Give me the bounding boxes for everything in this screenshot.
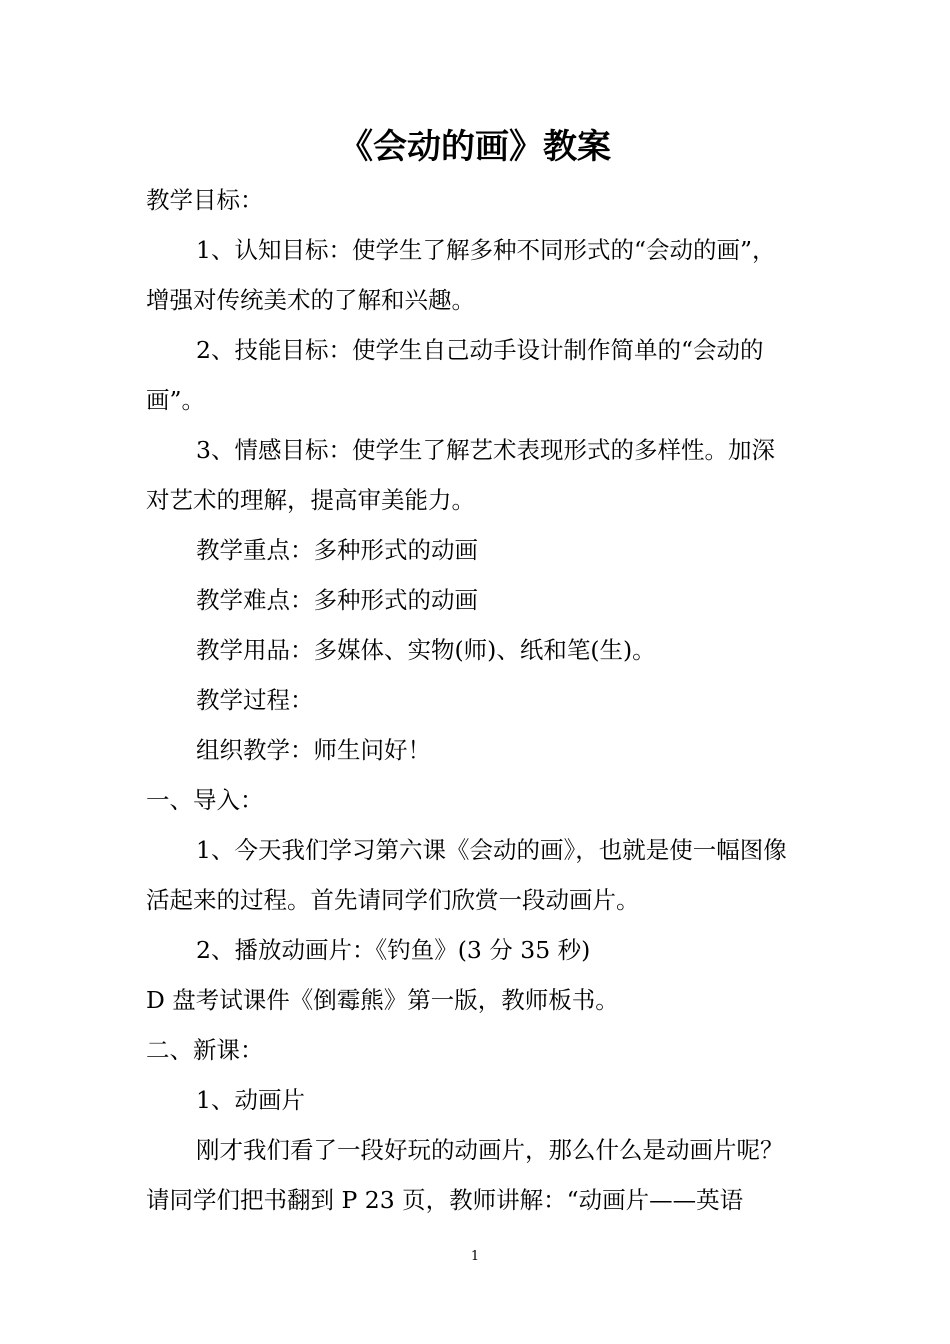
paragraph-line: 教学用品：多媒体、实物(师)、纸和笔(生)。	[196, 636, 656, 664]
paragraph-line: 1、认知目标：使学生了解多种不同形式的“会动的画”，	[196, 236, 776, 264]
page-number: 1	[470, 1249, 480, 1264]
section-heading-intro: 一、导入：	[146, 786, 264, 814]
paragraph-line: 3、情感目标：使学生了解艺术表现形式的多样性。加深	[196, 436, 775, 464]
paragraph-line: 刚才我们看了一段好玩的动画片，那么什么是动画片呢？	[196, 1136, 784, 1164]
paragraph-line: 1、今天我们学习第六课《会动的画》，也就是使一幅图像	[196, 836, 787, 864]
paragraph-line: 教学难点：多种形式的动画	[196, 586, 478, 614]
paragraph-line: 2、技能目标：使学生自己动手设计制作简单的“会动的	[196, 336, 764, 364]
paragraph-line: 对艺术的理解，提高审美能力。	[146, 486, 475, 514]
paragraph-line: 教学重点：多种形式的动画	[196, 536, 478, 564]
paragraph-line: 教学过程：	[196, 686, 314, 714]
paragraph-line: 组织教学：师生问好！	[196, 736, 431, 764]
paragraph-line: 2、播放动画片：《钓鱼》(3 分 35 秒)	[196, 936, 591, 964]
paragraph-line: 增强对传统美术的了解和兴趣。	[146, 286, 475, 314]
section-heading-new-lesson: 二、新课：	[146, 1036, 264, 1064]
section-heading-objectives: 教学目标：	[146, 186, 264, 214]
paragraph-line: 请同学们把书翻到 P 23 页，教师讲解：“动画片——英语	[146, 1186, 744, 1214]
paragraph-line: 活起来的过程。首先请同学们欣赏一段动画片。	[146, 886, 640, 914]
paragraph-line: 1、动画片	[196, 1086, 305, 1114]
paragraph-line: D 盘考试课件《倒霉熊》第一版，教师板书。	[146, 986, 619, 1014]
document-title: 《会动的画》教案	[339, 127, 611, 167]
paragraph-line: 画”。	[146, 386, 206, 414]
